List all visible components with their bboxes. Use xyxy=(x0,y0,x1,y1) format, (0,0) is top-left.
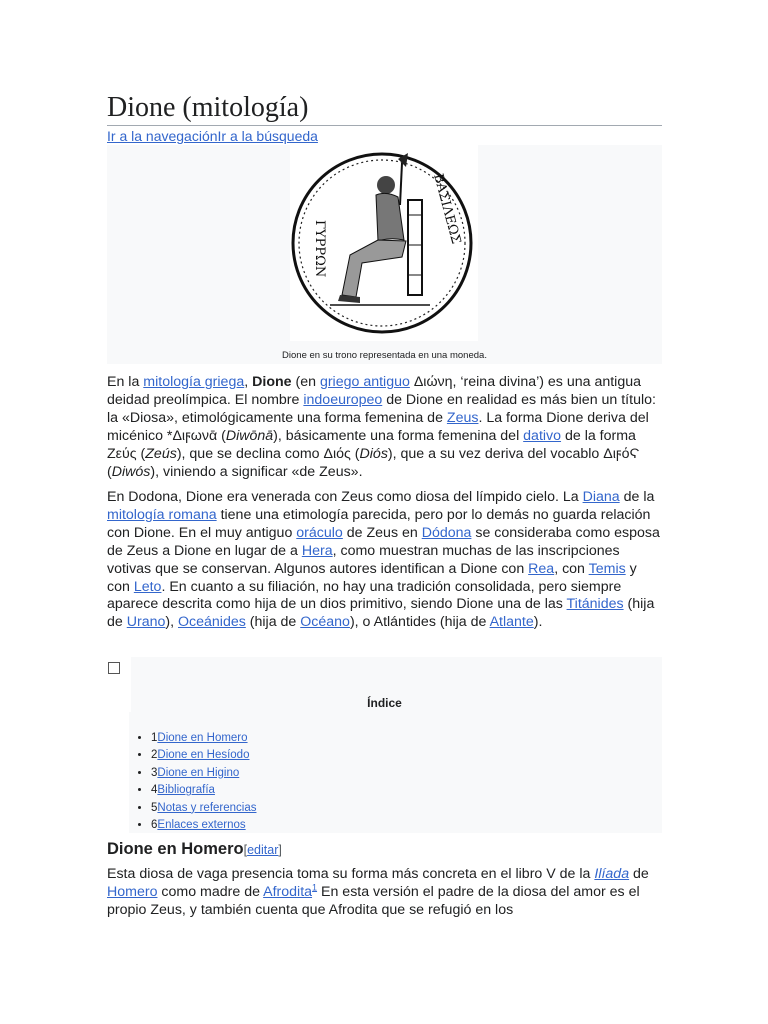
text: de la xyxy=(619,489,655,505)
edit-link[interactable]: editar xyxy=(247,843,279,857)
intro-paragraph-1 xyxy=(107,374,662,481)
text: En Dodona, Dione era venerada con Zeus como diosa del límpido cielo. La xyxy=(107,489,583,505)
text: En esta versión el padre de la diosa del amor es el propio Zeus, y también cuenta que Afrodita que se refugió en los xyxy=(107,883,640,918)
toc-link[interactable]: Notas y referencias xyxy=(157,801,257,814)
text: Διώνη, ‘reina divina’) es una antigua deidad preolímpica. El nombre xyxy=(107,374,642,408)
link-temis[interactable]: Temis xyxy=(588,560,626,577)
link-dativo[interactable]: dativo xyxy=(523,427,562,444)
text: de Dione en realidad es más bien un título: la «Diosa», etimológicamente una forma femenina de xyxy=(107,391,656,426)
figure-caption: Dione en su trono representada en una moneda. xyxy=(282,350,487,361)
link-mitologia-griega[interactable]: mitología griega xyxy=(143,374,245,390)
text: (hija de xyxy=(107,596,655,631)
toc-item[interactable] xyxy=(151,782,256,799)
jump-to-search-link[interactable]: Ir a la búsqueda xyxy=(217,128,318,144)
italic-term: Diwōnā xyxy=(225,427,274,444)
toc-link[interactable]: Bibliografía xyxy=(157,784,215,797)
text: se consideraba como esposa de Zeus a Dione en lugar de a xyxy=(107,524,660,559)
text: (hija de xyxy=(245,614,301,631)
toc-list xyxy=(129,730,256,834)
toc-number: 2 xyxy=(151,749,158,762)
text: , como muestran muchas de las inscripciones votivas que se conservan. Algunos autores identifican a Dione con xyxy=(107,542,620,577)
toc-item[interactable] xyxy=(151,730,256,747)
link-zeus[interactable]: Zeus xyxy=(446,409,479,426)
link-afrodita[interactable]: Afrodita xyxy=(263,883,313,900)
text: tiene una etimología parecida, pero por lo demás no guarda relación con Dione. En el muy antiguo xyxy=(107,506,651,541)
footnote-ref[interactable]: 1 xyxy=(312,882,318,893)
text: ), viniendo a significar «de Zeus». xyxy=(150,463,363,480)
table-of-contents xyxy=(107,657,662,833)
coin-legend-left: ΓΥΡΡΩΝ xyxy=(312,220,327,278)
intro-paragraph-2 xyxy=(107,489,662,632)
text: ), o Atlántides (hija de xyxy=(349,614,490,631)
link-oraculo[interactable]: oráculo xyxy=(296,524,343,541)
text: ), que a su vez deriva del vocablo ΔιϝόϚ ( xyxy=(107,445,640,480)
italic-term: Diós xyxy=(359,445,388,462)
toc-number: 6 xyxy=(151,819,158,832)
text: de la forma Ζεύς ( xyxy=(107,427,636,462)
link-oceanides[interactable]: Oceánides xyxy=(178,614,246,631)
text: (en xyxy=(291,374,320,390)
toc-gap xyxy=(107,712,129,833)
link-mitologia-romana[interactable]: mitología romana xyxy=(107,506,217,523)
coin-drawing xyxy=(290,145,478,341)
text: de Zeus en xyxy=(342,524,422,541)
coin-image[interactable] xyxy=(290,145,478,341)
link-homero[interactable]: Homero xyxy=(107,883,158,900)
page-title: Dione (mitología) xyxy=(107,91,662,126)
jump-to-navigation-link[interactable]: Ir a la navegación xyxy=(107,128,218,144)
text: En la xyxy=(107,374,144,390)
coin-legend-right: ΒΑΣΙΛΕΩΣ xyxy=(430,172,464,246)
text: . En cuanto a su filiación, no hay una tradición consolidada, pero siempre aparece descrita como hija de un dios primitivo, siendo Dione una de las xyxy=(107,578,622,613)
link-diana[interactable]: Diana xyxy=(582,489,620,505)
bracket: [ xyxy=(243,843,248,857)
bracket: ] xyxy=(278,843,282,857)
bold-term: Dione xyxy=(252,374,292,390)
link-rea[interactable]: Rea xyxy=(528,560,555,577)
toc-link[interactable]: Enlaces externos xyxy=(157,819,246,832)
text: . La forma Dione deriva del micénico *Διϝωνᾱ ( xyxy=(107,409,649,444)
toc-item[interactable] xyxy=(151,747,256,764)
toc-number: 4 xyxy=(151,784,158,797)
section-heading xyxy=(107,838,282,861)
text: Esta diosa de vaga presencia toma su forma más concreta en el libro V de la xyxy=(107,866,595,882)
text: ), xyxy=(165,614,178,631)
toc-title: Índice xyxy=(367,696,402,710)
jump-links xyxy=(107,127,318,145)
toc-link[interactable]: Dione en Homero xyxy=(157,732,248,744)
link-oceano[interactable]: Océano xyxy=(300,614,350,631)
toc-toggle-checkbox[interactable] xyxy=(108,662,120,674)
toc-item[interactable] xyxy=(151,800,256,817)
link-atlante[interactable]: Atlante xyxy=(489,614,534,631)
italic-term: Diwós xyxy=(111,463,151,480)
toc-number: 5 xyxy=(151,801,158,814)
link-iliada[interactable]: Ilíada xyxy=(594,866,630,882)
toc-number: 3 xyxy=(151,766,158,779)
toc-link[interactable]: Dione en Hesíodo xyxy=(157,749,250,762)
link-indoeuropeo[interactable]: indoeuropeo xyxy=(303,391,383,408)
text: ). xyxy=(533,614,543,631)
toc-link[interactable]: Dione en Higino xyxy=(157,766,240,779)
link-titanides[interactable]: Titánides xyxy=(566,596,624,613)
thumbnail-figure xyxy=(107,145,662,364)
text: ), que se declina como Διός ( xyxy=(176,445,360,462)
link-urano[interactable]: Urano xyxy=(126,614,166,631)
text: , xyxy=(244,374,253,390)
link-dodona[interactable]: Dódona xyxy=(421,524,472,541)
toc-item[interactable] xyxy=(151,817,256,834)
link-griego-antiguo[interactable]: griego antiguo xyxy=(319,374,410,390)
text: de xyxy=(629,866,649,882)
text: , con xyxy=(554,560,589,577)
edit-section-link xyxy=(244,843,282,857)
text: ), básicamente una forma femenina del xyxy=(273,427,524,444)
section-paragraph xyxy=(107,866,662,920)
toc-number: 1 xyxy=(151,732,158,744)
toc-item[interactable] xyxy=(151,765,256,782)
link-leto[interactable]: Leto xyxy=(133,578,162,595)
italic-term: Zeús xyxy=(145,445,177,462)
section-heading-text: Dione en Homero xyxy=(107,840,244,858)
text: como madre de xyxy=(157,883,264,900)
text: y con xyxy=(107,560,637,595)
link-hera[interactable]: Hera xyxy=(301,542,333,559)
